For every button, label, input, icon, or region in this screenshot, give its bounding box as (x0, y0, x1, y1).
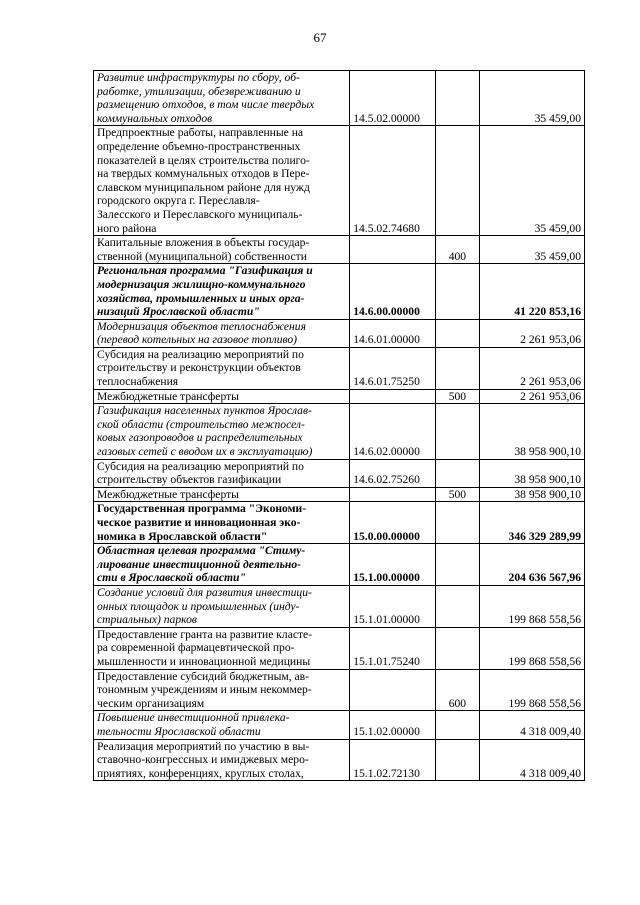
row-amount: 199 868 558,56 (479, 585, 584, 627)
row-code: 14.5.02.00000 (350, 71, 436, 126)
table-row (94, 711, 585, 739)
row-name: Капитальные вложения в объекты государ- ственной (муниципальной) собственности (94, 236, 350, 264)
row-amount: 2 261 953,06 (479, 319, 584, 347)
row-code: 14.6.02.75260 (350, 459, 436, 487)
row-expense-type (435, 404, 479, 459)
row-name: Газификация населенных пунктов Ярослав- ской области (строительство межпосел- ковых газопроводов и распределительных газовых сетей с вводом их в эксплуатацию) (94, 404, 350, 459)
row-amount: 41 220 853,16 (479, 264, 584, 319)
row-code: 15.1.01.75240 (350, 627, 436, 669)
row-code: 14.5.02.74680 (350, 126, 436, 236)
row-expense-type (435, 459, 479, 487)
table-row (94, 264, 585, 319)
row-amount: 4 318 009,40 (479, 739, 584, 781)
row-code: 15.1.00.00000 (350, 544, 436, 586)
row-code: 15.0.00.00000 (350, 502, 436, 544)
row-expense-type (435, 264, 479, 319)
table-row (94, 544, 585, 586)
row-amount: 35 459,00 (479, 236, 584, 264)
row-name: Областная целевая программа "Стиму- лирование инвестиционной деятельно- сти в Ярославской области" (94, 544, 350, 586)
row-amount: 4 318 009,40 (479, 711, 584, 739)
row-expense-type (435, 711, 479, 739)
table-row (94, 347, 585, 389)
row-name: Предоставление субсидий бюджетным, ав- тономным учреждениям и иным некоммер- ческим организациям (94, 669, 350, 711)
table-row (94, 627, 585, 669)
row-code: 15.1.02.72130 (350, 739, 436, 781)
row-expense-type (435, 126, 479, 236)
row-expense-type: 500 (435, 487, 479, 502)
row-name: Развитие инфраструктуры по сбору, об- работке, утилизации, обезвреживанию и размещению отходов, в том числе твердых коммунальных отходов (94, 71, 350, 126)
row-amount: 38 958 900,10 (479, 404, 584, 459)
table-row (94, 236, 585, 264)
row-expense-type (435, 502, 479, 544)
row-name: Предпроектные работы, направленные на определение объемно-пространственных показателей в целях строительства полиго- на твердых коммунальных отходов в Пере- славском муниципальном районе для нужд городского округа г. Переславля- Залесского и Переславского муниципаль- ного района (94, 126, 350, 236)
table-row (94, 669, 585, 711)
page-number: 67 (313, 30, 327, 45)
row-expense-type (435, 347, 479, 389)
row-amount: 199 868 558,56 (479, 669, 584, 711)
row-amount: 35 459,00 (479, 71, 584, 126)
row-expense-type: 400 (435, 236, 479, 264)
table-row (94, 71, 585, 126)
row-name: Субсидия на реализацию мероприятий по строительству и реконструкции объектов теплоснабжения (94, 347, 350, 389)
row-amount: 38 958 900,10 (479, 487, 584, 502)
row-code: 15.1.02.00000 (350, 711, 436, 739)
row-name: Региональная программа "Газификация и модернизация жилищно-коммунального хозяйства, промышленных и иных орга- низаций Ярославской области" (94, 264, 350, 319)
row-expense-type (435, 544, 479, 586)
row-name: Модернизация объектов теплоснабжения (перевод котельных на газовое топливо) (94, 319, 350, 347)
row-expense-type (435, 627, 479, 669)
row-code (350, 487, 436, 502)
row-code (350, 236, 436, 264)
row-amount: 2 261 953,06 (479, 347, 584, 389)
row-expense-type: 600 (435, 669, 479, 711)
row-name: Предоставление гранта на развитие класте- ра современной фармацевтической про- мышленности и инновационной медицины (94, 627, 350, 669)
row-name: Межбюджетные трансферты (94, 389, 350, 404)
table-row (94, 459, 585, 487)
row-code (350, 389, 436, 404)
row-name: Создание условий для развития инвестици- онных площадок и промышленных (инду- стриальных) парков (94, 585, 350, 627)
row-name: Повышение инвестиционной привлека- тельности Ярославской области (94, 711, 350, 739)
row-code: 14.6.01.75250 (350, 347, 436, 389)
row-amount: 199 868 558,56 (479, 627, 584, 669)
table-row (94, 739, 585, 781)
row-code: 14.6.01.00000 (350, 319, 436, 347)
table-row (94, 126, 585, 236)
row-name: Реализация мероприятий по участию в вы- ставочно-конгрессных и имиджевых меро- приятиях, конференциях, круглых столах, (94, 739, 350, 781)
table-row (94, 585, 585, 627)
row-name: Субсидия на реализацию мероприятий по строительству объектов газификации (94, 459, 350, 487)
table-row (94, 404, 585, 459)
row-amount: 346 329 289,99 (479, 502, 584, 544)
table-row (94, 487, 585, 502)
row-expense-type (435, 319, 479, 347)
row-name: Государственная программа "Экономи- ческое развитие и инновационная эко- номика в Ярославской области" (94, 502, 350, 544)
row-expense-type (435, 739, 479, 781)
table-row (94, 389, 585, 404)
table-row (94, 502, 585, 544)
row-expense-type (435, 585, 479, 627)
row-amount: 35 459,00 (479, 126, 584, 236)
row-amount: 38 958 900,10 (479, 459, 584, 487)
row-code: 14.6.02.00000 (350, 404, 436, 459)
row-amount: 2 261 953,06 (479, 389, 584, 404)
row-code (350, 669, 436, 711)
budget-table (93, 70, 585, 781)
budget-table-body (94, 71, 585, 781)
row-code: 14.6.00.00000 (350, 264, 436, 319)
row-name: Межбюджетные трансферты (94, 487, 350, 502)
row-code: 15.1.01.00000 (350, 585, 436, 627)
row-expense-type: 500 (435, 389, 479, 404)
table-row (94, 319, 585, 347)
row-expense-type (435, 71, 479, 126)
row-amount: 204 636 567,96 (479, 544, 584, 586)
